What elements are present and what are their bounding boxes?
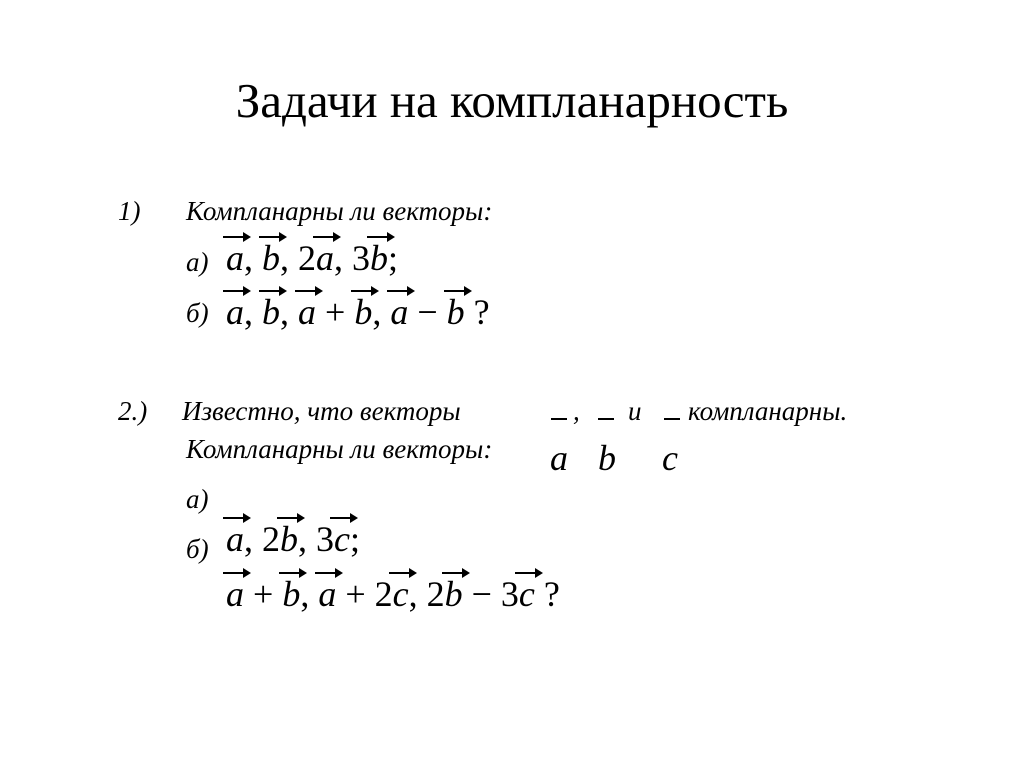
task1-b-expression: a, b, a + b, a − b ? <box>226 292 490 332</box>
vector-b-bar <box>598 418 614 420</box>
page-title: Задачи на компланарность <box>235 73 789 128</box>
task1-a-expression: a, b, 2a, 3b; <box>226 238 399 278</box>
task1-a-label: а) <box>186 247 209 277</box>
task2-a-expression: a, 2b, 3c; <box>226 519 360 559</box>
vector-b-symbol: b <box>598 438 616 478</box>
task1-b-label: б) <box>186 298 209 328</box>
task2-a-label: а) <box>186 484 209 514</box>
task2-question: Компланарны ли векторы: <box>186 434 493 464</box>
vector-c-bar <box>664 418 680 420</box>
task2-number: 2.) <box>118 396 148 426</box>
task1-question: Компланарны ли векторы: <box>186 196 493 226</box>
task2-and: и <box>628 396 642 426</box>
task2-b-label: б) <box>186 534 209 564</box>
task2-intro: Известно, что векторы <box>182 396 461 426</box>
task2-end: компланарны. <box>688 396 848 426</box>
vector-a-bar <box>551 418 567 420</box>
task2-b-expression: a + b, a + 2c, 2b − 3c ? <box>226 574 560 614</box>
vector-a-symbol: a <box>550 438 568 478</box>
task2-comma: , <box>573 396 580 426</box>
task1-number: 1) <box>118 196 141 226</box>
vector-c-symbol: c <box>662 438 678 478</box>
